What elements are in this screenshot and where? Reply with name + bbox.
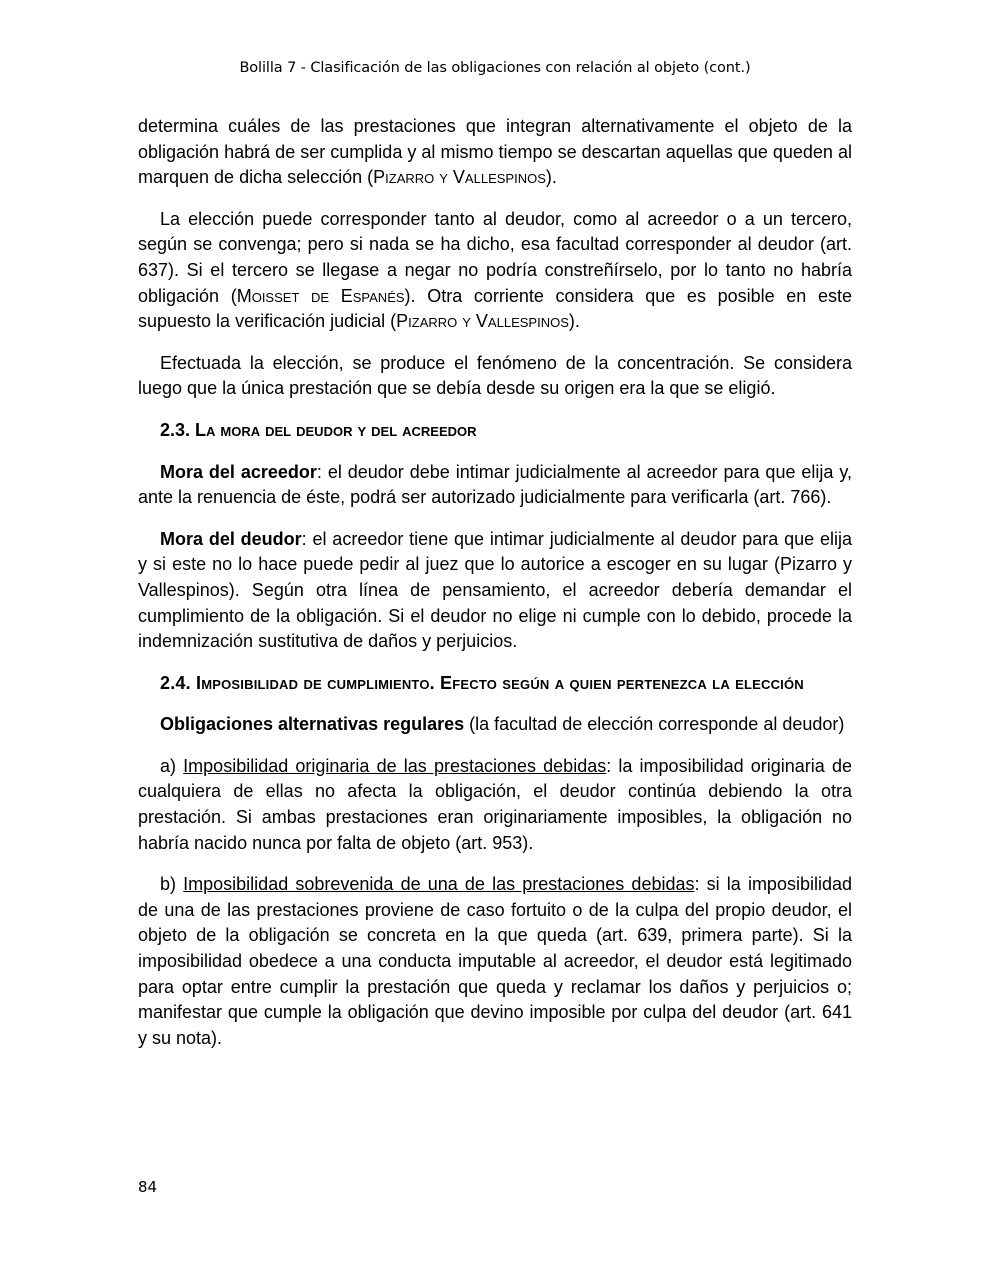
paragraph-text: ). — [545, 167, 557, 188]
underlined-term: Imposibilidad originaria de las prestaciones debidas — [183, 755, 607, 776]
paragraph-text: (la facultad de elección corresponde al deudor) — [464, 714, 845, 735]
paragraph-text: La elección puede corresponder tanto al deudor, como al acreedor o a un tercero, según se convenga; pero si nada se ha dicho, esa facultad corresponder al deudor (art. 637). Si el tercero se llegase a negar no podría constreñírselo, por lo tanto no habría obligación ( — [138, 208, 852, 306]
list-marker: b) — [160, 874, 184, 895]
term-label: Mora del acreedor — [160, 461, 317, 482]
paragraph-text: ). Otra corriente considera que es posible en este supuesto la verificación judicial ( — [138, 285, 852, 332]
underlined-term: Imposibilidad sobrevenida de una de las prestaciones debidas — [183, 874, 695, 895]
paragraph-text: : el deudor debe intimar judicialmente al acreedor para que elija y, ante la renuencia de éste, podrá ser autorizado judicialmente para verificarla (art. 766). — [138, 461, 852, 508]
paragraph-obligaciones-alternativas — [138, 712, 852, 738]
paragraph-text: determina cuáles de las prestaciones que integran alternativamente el objeto de la obligación habrá de ser cumplida y al mismo tiempo se descartan aquellas que queden al marquen de dicha selección ( — [138, 116, 852, 188]
list-item-a — [138, 754, 852, 856]
paragraph-mora-acreedor — [138, 460, 852, 511]
paragraph-concentracion: Efectuada la elección, se produce el fenómeno de la concentración. Se considera luego que la única prestación que se debía desde su origen era la que se eligió. — [138, 352, 852, 399]
author-citation: Moisset de Espanés — [236, 285, 405, 306]
author-citation: Pizarro y Vallespinos — [396, 311, 569, 332]
document-body — [138, 114, 852, 1067]
paragraph-text: : la imposibilidad originaria de cualquiera de ellas no afecta la obligación, el deudor continúa debiendo la otra prestación. Si ambas prestaciones eran originariamente imposibles, la obligación no habría nacido nunca por falta de objeto (art. 953). — [138, 755, 852, 853]
term-label: Mora del deudor — [160, 528, 302, 549]
page-number: 84 — [138, 1178, 158, 1196]
list-item-b — [138, 872, 852, 1051]
term-label: Obligaciones alternativas regulares — [160, 714, 465, 735]
list-marker: a) — [160, 755, 184, 776]
author-citation: Pizarro y Vallespinos — [373, 167, 546, 188]
paragraph-text: : si la imposibilidad de una de las prestaciones proviene de caso fortuito o de la culpa del propio deudor, el objeto de la obligación se concreta en la que queda (art. 639, primera parte). Si la imposibilidad obedece a una conducta imputable al acreedor, el deudor está legitimado para optar entre cumplir la prestación que queda y reclamar los daños y perjuicios o; manifestar que cumple la obligación que devino imposible por culpa del deudor (art. 641 y su nota). — [138, 874, 852, 1048]
running-header: Bolilla 7 - Clasificación de las obligaciones con relación al objeto (cont.) — [239, 60, 751, 76]
paragraph-mora-deudor — [138, 527, 852, 655]
section-heading-2-3: 2.3. La mora del deudor y del acreedor — [160, 419, 477, 440]
paragraph-text: ). — [568, 311, 580, 332]
paragraph-text: : el acreedor tiene que intimar judicialmente al deudor para que elija y si este no lo hace puede pedir al juez que lo autorice a escoger en su lugar (Pizarro y Vallespinos). Según otra línea de pensamiento, el acreedor debería demandar el cumplimiento de la obligación. Si el deudor no elige ni cumple con lo debido, procede la indemnización sustitutiva de daños y perjuicios. — [138, 528, 853, 652]
section-heading-2-4: 2.4. Imposibilidad de cumplimiento. Efecto según a quien pertenezca la elección — [160, 672, 804, 693]
paragraph-seleccion — [138, 114, 852, 191]
paragraph-eleccion — [138, 207, 852, 335]
